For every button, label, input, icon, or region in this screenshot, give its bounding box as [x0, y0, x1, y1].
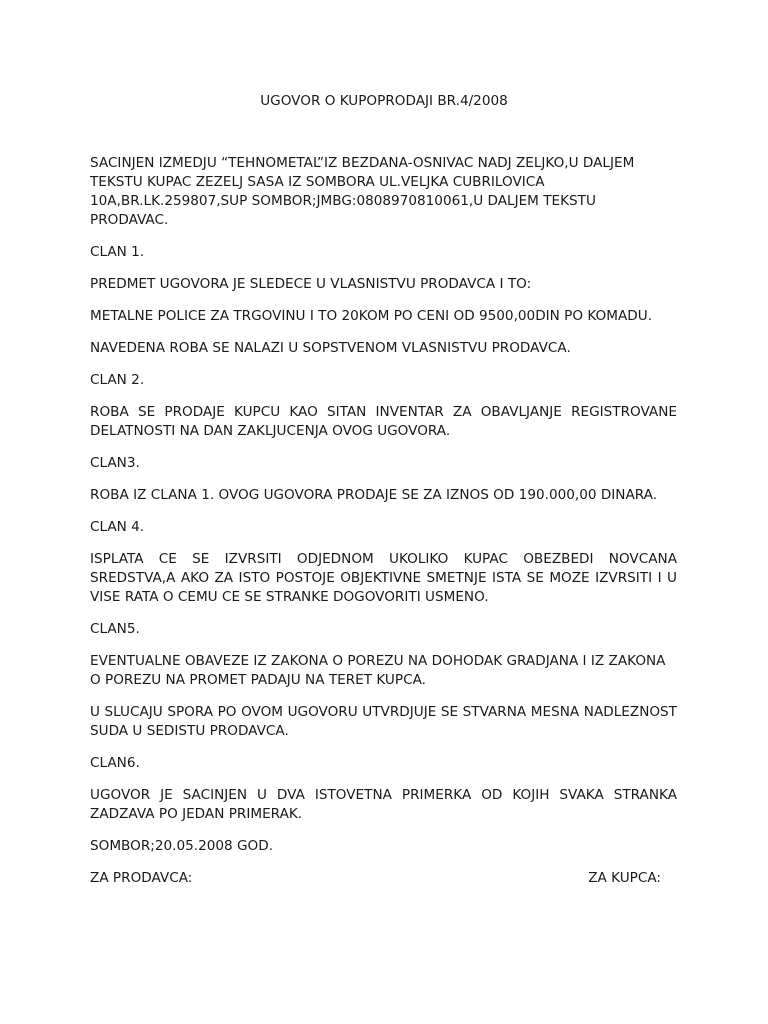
clan3-heading: CLAN3.	[90, 455, 140, 471]
clan2-paragraph: ROBA SE PRODAJE KUPCU KAO SITAN INVENTAR ZA OBAVLJANJE REGISTROVANE DELATNOSTI NA DAN ZAKLJUCENJA OVOG UGOVORA.	[90, 404, 677, 439]
intro-line: SACINJEN IZMEDJU “TEHNOMETAL”IZ BEZDANA-OSNIVAC NADJ ZELJKO,U DALJEM	[90, 155, 635, 171]
clan1-heading: CLAN 1.	[90, 244, 145, 260]
clan5-heading: CLAN5.	[90, 621, 140, 637]
intro-line: 10A,BR.LK.259807,SUP SOMBOR;JMBG:0808970810061,U DALJEM TEKSTU	[90, 193, 596, 209]
clan6-paragraph: UGOVOR JE SACINJEN U DVA ISTOVETNA PRIMERKA OD KOJIH SVAKA STRANKA ZADZAVA PO JEDAN PRIMERAK.	[90, 787, 677, 822]
seller-signature-label: ZA PRODAVCA:	[90, 870, 193, 886]
clan1-paragraph-goods: METALNE POLICE ZA TRGOVINU I TO 20KOM PO CENI OD 9500,00DIN PO KOMADU.	[90, 308, 653, 324]
clan2-heading: CLAN 2.	[90, 372, 145, 388]
clan1-paragraph-ownership: NAVEDENA ROBA SE NALAZI U SOPSTVENOM VLASNISTVU PRODAVCA.	[90, 340, 571, 356]
intro-line: PRODAVAC.	[90, 212, 169, 228]
clan6-heading: CLAN6.	[90, 755, 140, 771]
intro-line: TEKSTU KUPAC ZEZELJ SASA IZ SOMBORA UL.VELJKA CUBRILOVICA	[90, 174, 545, 190]
signature-row	[90, 869, 677, 888]
clan1-paragraph-subject: PREDMET UGOVORA JE SLEDECE U VLASNISTVU PRODAVCA I TO:	[90, 276, 532, 292]
clan5-paragraph-tax: EVENTUALNE OBAVEZE IZ ZAKONA O POREZU NA DOHODAK GRADJANA I IZ ZAKONA O POREZU NA PROMET PADAJU NA TERET KUPCA.	[90, 653, 666, 688]
document-body	[90, 154, 677, 888]
place-and-date: SOMBOR;20.05.2008 GOD.	[90, 838, 274, 854]
clan4-heading: CLAN 4.	[90, 519, 145, 535]
intro-paragraph	[90, 154, 677, 230]
buyer-signature-label: ZA KUPCA:	[588, 870, 661, 886]
document-title: UGOVOR O KUPOPRODAJI BR.4/2008	[260, 93, 508, 109]
clan5-paragraph-court: U SLUCAJU SPORA PO OVOM UGOVORU UTVRDJUJE SE STVARNA MESNA NADLEZNOST SUDA U SEDISTU PRODAVCA.	[90, 704, 677, 739]
clan4-paragraph: ISPLATA CE SE IZVRSITI ODJEDNOM UKOLIKO KUPAC OBEZBEDI NOVCANA SREDSTVA,A AKO ZA ISTO POSTOJE OBJEKTIVNE SMETNJE ISTA SE MOZE IZVRSITI I U VISE RATA O CEMU CE SE STRANKE DOGOVORITI USMENO.	[90, 551, 677, 605]
clan3-paragraph: ROBA IZ CLANA 1. OVOG UGOVORA PRODAJE SE ZA IZNOS OD 190.000,00 DINARA.	[90, 487, 658, 503]
